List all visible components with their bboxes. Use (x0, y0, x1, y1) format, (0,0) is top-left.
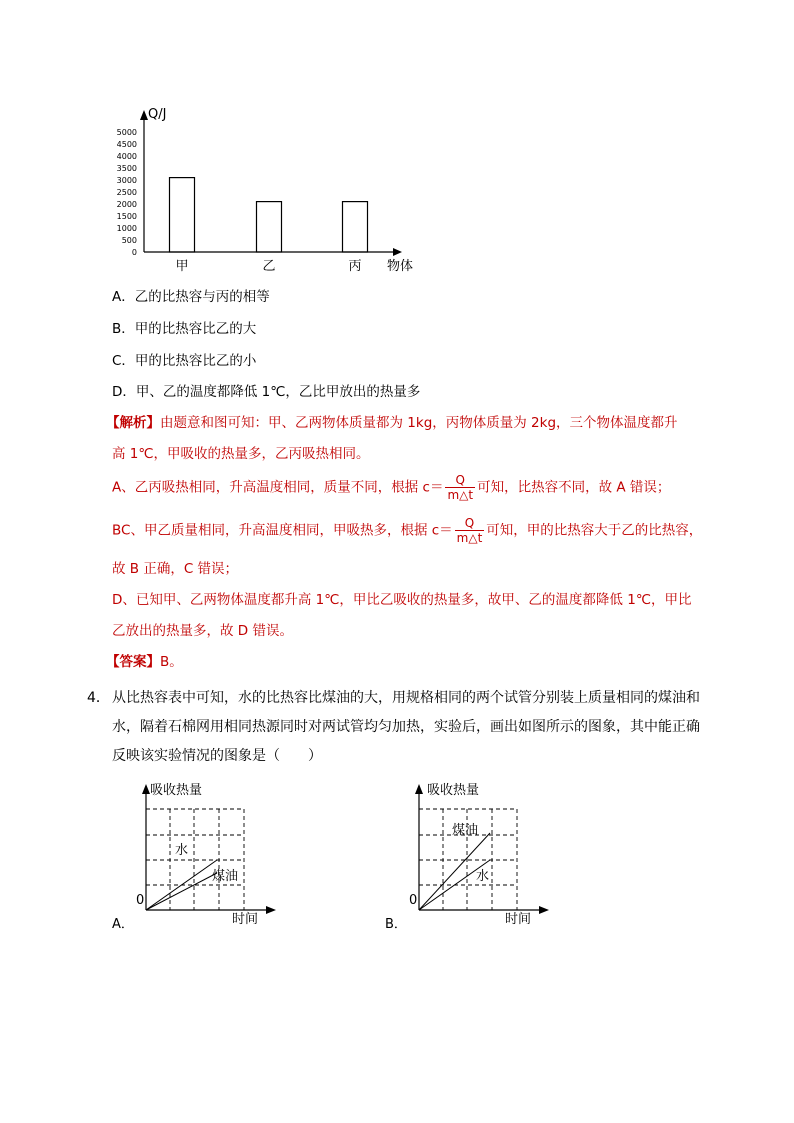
analysis-bc (112, 516, 702, 545)
fraction-numerator: Q (455, 516, 485, 531)
analysis-intro-2: 高 1℃，甲吸收的热量多，乙丙吸热相同。 (112, 446, 370, 462)
category-label-1: 乙 (262, 259, 276, 274)
y-tick-label: 500 (121, 236, 137, 245)
graph-b (381, 780, 561, 935)
option-a: A．乙的比热容与丙的相等 (112, 289, 270, 305)
option-c: C．甲的比热容比乙的小 (112, 353, 257, 369)
y-tick-label: 0 (131, 248, 137, 257)
analysis-bc-2: 故 B 正确，C 错误； (112, 561, 239, 577)
question-line-3: 反映该实验情况的图象是（ ） (112, 748, 322, 764)
x-axis-label: 时间 (232, 912, 259, 927)
y-axis-label: Q/J (148, 107, 167, 122)
y-tick-label: 2000 (116, 200, 137, 209)
upper-line-label: 煤油 (452, 823, 479, 838)
y-tick-label: 1000 (116, 224, 137, 233)
option-label: A． (112, 917, 134, 932)
y-tick-label: 5000 (116, 128, 137, 137)
x-axis-arrow (266, 906, 276, 914)
answer-value: B。 (160, 654, 183, 670)
analysis-tag: 【解析】 (106, 415, 160, 431)
lower-line-label: 水 (476, 869, 490, 884)
heat-bar-chart (100, 98, 430, 278)
y-tick-label: 4000 (116, 152, 137, 161)
x-axis-arrow (539, 906, 549, 914)
fraction-numerator: Q (445, 473, 475, 488)
y-tick-label: 2500 (116, 188, 137, 197)
fraction-denominator: m△t (456, 531, 483, 545)
fraction-denominator: m△t (447, 488, 474, 502)
y-axis-label: 吸收热量 (427, 783, 480, 798)
question-line-1: 从比热容表中可知，水的比热容比煤油的大，用规格相同的两个试管分别装上质量相同的煤油和 (112, 690, 700, 706)
y-tick-label: 3000 (116, 176, 137, 185)
option-d: D．甲、乙的温度都降低 1℃，乙比甲放出的热量多 (112, 384, 421, 400)
option-b: B．甲的比热容比乙的大 (112, 321, 257, 337)
category-label-0: 甲 (175, 259, 189, 274)
bar-2 (343, 202, 368, 252)
fraction (455, 516, 485, 545)
bar-1 (257, 202, 282, 252)
analysis-intro-1: 由题意和图可知：甲、乙两物体质量都为 1kg，丙物体质量为 2kg，三个物体温度都升 (160, 415, 678, 431)
upper-line-label: 水 (175, 843, 189, 858)
graph-a (108, 780, 288, 935)
answer-tag: 【答案】 (106, 654, 160, 670)
analysis-d-2: 乙放出的热量多，故 D 错误。 (112, 623, 293, 639)
analysis-bc-after: 可知，甲的比热容大于乙的比热容， (486, 522, 703, 539)
analysis-a-before: A、乙丙吸热相同，升高温度相同，质量不同，根据 c＝ (112, 479, 444, 496)
y-axis-arrow (140, 110, 148, 120)
fraction (445, 473, 475, 502)
origin-label: 0 (136, 893, 145, 908)
y-axis-label: 吸收热量 (150, 783, 203, 798)
origin-label: 0 (409, 893, 418, 908)
analysis-a-after: 可知，比热容不同，故 A 错误； (477, 479, 671, 496)
y-tick-label: 1500 (116, 212, 137, 221)
category-label-2: 丙 (348, 259, 362, 274)
analysis-intro (106, 414, 678, 432)
analysis-bc-before: BC、甲乙质量相同，升高温度相同，甲吸热多，根据 c＝ (112, 522, 453, 539)
lower-line-label: 煤油 (212, 869, 239, 884)
x-axis-label: 物体 (387, 259, 414, 274)
bar-0 (170, 178, 195, 252)
x-axis-arrow (393, 248, 402, 256)
question-line-2: 水，隔着石棉网用相同热源同时对两试管均匀加热，实验后，画出如图所示的图象，其中能正确 (112, 719, 700, 735)
y-tick-label: 4500 (116, 140, 137, 149)
question-number: 4． (87, 690, 110, 706)
answer (106, 653, 183, 671)
lower-line (146, 873, 217, 910)
analysis-d-1: D、已知甲、乙两物体温度都升高 1℃，甲比乙吸收的热量多，故甲、乙的温度都降低 1℃，甲比 (112, 592, 692, 608)
option-label: B． (385, 917, 407, 932)
x-axis-label: 时间 (505, 912, 532, 927)
y-axis-arrow (142, 784, 150, 794)
y-tick-label: 3500 (116, 164, 137, 173)
analysis-a (112, 473, 670, 502)
y-axis-arrow (415, 784, 423, 794)
